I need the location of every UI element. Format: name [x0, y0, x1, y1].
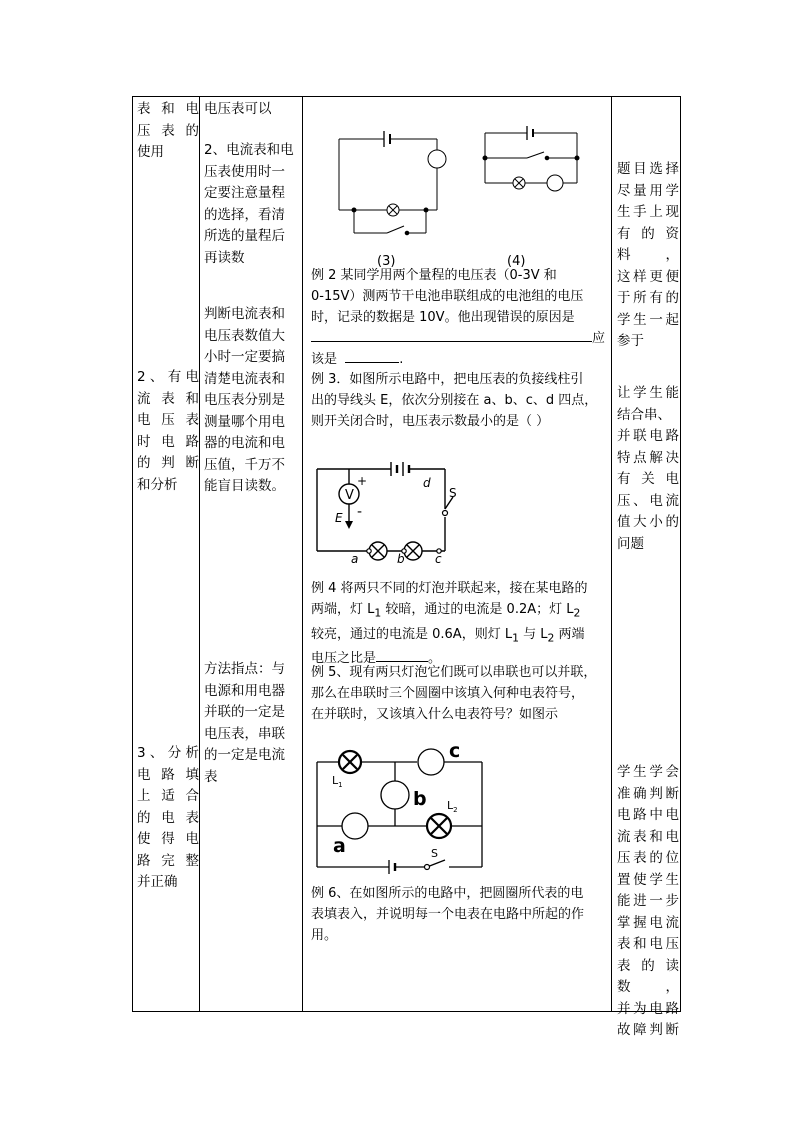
- text-fragment: 两端，灯 L: [311, 602, 375, 617]
- text-line: 生手上现: [617, 204, 679, 220]
- example-2: [311, 265, 613, 370]
- lamp-label-l2: $L_2$: [447, 799, 458, 814]
- text-fragment: 两端: [554, 626, 585, 642]
- text-line: 结合串、: [617, 406, 671, 423]
- text-line: 问题: [617, 535, 644, 552]
- key-point-cell-4: [204, 659, 299, 788]
- text-line: 让学生能: [617, 385, 679, 401]
- text-line: 特点解决: [617, 449, 679, 466]
- meter-label-a: a: [333, 835, 346, 857]
- wire-end-arrow: [345, 521, 353, 529]
- topic-cell-3: [137, 743, 199, 894]
- text-line: 有关电: [617, 471, 679, 487]
- text-line: 例 4 将两只不同的灯泡并联起来，接在某电路的: [311, 581, 588, 596]
- switch-symbol: [387, 226, 404, 233]
- text-line: 表和电: [137, 101, 199, 117]
- text-line: 参于: [617, 333, 644, 349]
- text-line: 能盲目读数。: [204, 478, 285, 494]
- example-6: [311, 883, 613, 946]
- subscript: 2: [573, 606, 581, 620]
- text-line: 并联电路: [617, 428, 679, 444]
- subscript: 1: [374, 606, 382, 620]
- figure-label-4: (4): [507, 254, 526, 269]
- text-line: 学生一起: [617, 311, 679, 328]
- minus-sign: -: [357, 504, 363, 520]
- example-3: [311, 369, 613, 432]
- voltmeter-label: V: [345, 488, 354, 503]
- key-point-cell-1: [204, 99, 299, 121]
- text-line: 使得电: [137, 831, 199, 847]
- point-label-b: b: [397, 552, 405, 566]
- text-line: 电压表: [137, 412, 199, 428]
- text-line: 所选的量程后: [204, 228, 285, 244]
- column-divider: [302, 97, 303, 1011]
- text-line: 测量哪个用电: [204, 413, 285, 430]
- text-line: 2、电流表和电: [204, 142, 294, 158]
- topic-cell-1: [137, 99, 199, 164]
- point-label-c: c: [435, 552, 442, 566]
- point-label-a: a: [351, 552, 359, 566]
- text-line: 表填表入，并说明每一个电表在电路中所起的作: [311, 907, 585, 922]
- text-line: 方法指点：与: [204, 661, 285, 677]
- text-line: 电源和用电器: [204, 682, 285, 699]
- note-cell-3: [617, 762, 679, 1042]
- topic-cell-2: [137, 367, 199, 496]
- text-line: 压、电流: [617, 492, 679, 509]
- circuit-figures-3-4: [329, 121, 619, 269]
- meter-circle-c: [418, 749, 444, 775]
- meter-label-c: c: [449, 740, 461, 762]
- switch-symbol: [527, 152, 544, 158]
- text-line: 例 3．如图所示电路中，把电压表的负接线柱引: [311, 372, 584, 387]
- text-line: 流表和: [137, 390, 199, 407]
- text-line: 定要注意量程: [204, 185, 285, 201]
- text-line: 清楚电流表和: [204, 370, 285, 387]
- text-line: 时电路: [137, 433, 199, 450]
- text-line: 用。: [311, 928, 338, 943]
- text-line: 0-15V）测两节干电池串联组成的电池组的电压: [311, 289, 584, 304]
- note-cell-1: [617, 159, 679, 353]
- subscript: 2: [547, 631, 555, 645]
- meter-circle-b: [381, 781, 409, 809]
- text-line: 使用: [137, 144, 164, 160]
- subscript: 1: [512, 631, 519, 645]
- point-label-d: d: [423, 476, 431, 490]
- example-5: [311, 662, 613, 725]
- meter-label-b: b: [413, 788, 427, 810]
- text-line: 流表和电: [617, 828, 679, 845]
- text-line: 那么在串联时三个圆圈中该填入何种电表符号，: [311, 686, 585, 701]
- text-line: 2、有电: [137, 369, 199, 385]
- text-line: 例 2 某同学用两个量程的电压表（0-3V 和: [311, 268, 557, 283]
- text-line: 故障判断: [617, 1022, 679, 1038]
- lesson-table: [132, 96, 681, 1038]
- text-line: 表的读数，: [617, 957, 679, 995]
- text-fragment: 该是: [311, 352, 338, 367]
- text-fragment: 。: [428, 651, 442, 667]
- text-fragment: 应: [592, 331, 606, 346]
- text-line: 3、分析: [137, 745, 199, 761]
- example-4: [311, 578, 613, 669]
- text-line: 的判断: [137, 455, 199, 471]
- text-line: 掌握电流: [617, 914, 679, 931]
- figure-label-3: (3): [377, 254, 396, 269]
- text-line: 的电表: [137, 809, 199, 826]
- text-line: [311, 599, 613, 624]
- text-line: 表和电压: [617, 936, 679, 952]
- text-line: [311, 328, 613, 349]
- answer-blank: [345, 350, 399, 363]
- text-line: 则开关闭合时，电压表示数最小的是（ ）: [311, 414, 550, 429]
- ammeter-symbol: [428, 150, 446, 168]
- text-line: 于所有的: [617, 290, 679, 306]
- text-line: 并联的一定是: [204, 704, 285, 720]
- text-line: 压表的位: [617, 850, 679, 866]
- text-fragment: 与 L: [518, 626, 548, 642]
- text-line: 能进一步: [617, 893, 679, 909]
- text-line: 学生学会: [617, 764, 679, 780]
- text-line: 路完整: [137, 852, 199, 869]
- text-line: 电路中电: [617, 807, 679, 823]
- text-line: 压值，千万不: [204, 456, 285, 473]
- switch-label-s: S: [431, 847, 438, 860]
- text-line: 电压表数值大: [204, 327, 285, 344]
- lamp-label-l1: $L_1$: [332, 774, 343, 789]
- text-fragment: 电压之比是: [311, 651, 377, 667]
- text-line: 的一定是电流: [204, 747, 285, 763]
- text-fragment: 较暗，通过的电流是 0.2A；灯 L: [381, 602, 574, 617]
- text-line: 例 5、现有两只灯泡它们既可以串联也可以并联，: [311, 665, 597, 680]
- text-line: 电压表分别是: [204, 392, 285, 408]
- text-line: 压表使用时一: [204, 163, 285, 180]
- text-line: 表: [204, 768, 218, 785]
- circuit-diagram-3: [339, 131, 446, 235]
- text-line: 时，记录的数据是 10V。他出现错误的原因是: [311, 310, 575, 325]
- text-line: 值大小的: [617, 514, 679, 530]
- switch-label-s: S: [449, 486, 457, 500]
- text-line: 并为电路: [617, 1000, 679, 1017]
- text-line: 尽量用学: [617, 182, 679, 199]
- answer-blank: [376, 649, 428, 662]
- wire-label-e: E: [335, 511, 343, 525]
- note-cell-2: [617, 383, 679, 555]
- text-line: 小时一定要搞: [204, 349, 285, 365]
- text-line: 例 6、在如图所示的电路中，把圆圈所代表的电: [311, 886, 584, 901]
- plus-sign: +: [357, 474, 368, 488]
- text-line: 上适合: [137, 788, 199, 804]
- text-line: 器的电流和电: [204, 435, 285, 451]
- text-line: 压表的: [137, 122, 199, 139]
- text-line: 该是 .: [311, 352, 404, 367]
- key-point-cell-3: [204, 304, 299, 498]
- circuit-diagram-example-5: [309, 737, 489, 877]
- text-line: 和分析: [137, 476, 178, 493]
- text-line: 再读数: [204, 249, 245, 266]
- circuit-diagram-example-3: [313, 459, 478, 564]
- text-line: 电压表可以: [204, 101, 272, 117]
- text-line: 准确判断: [617, 785, 679, 802]
- text-line: 电路填: [137, 766, 199, 783]
- text-line: 判断电流表和: [204, 306, 285, 322]
- text-line: [311, 624, 613, 649]
- text-line: 这样更便: [617, 268, 679, 285]
- text-line: 并正确: [137, 874, 178, 890]
- circuit-diagram-4: [483, 126, 579, 191]
- text-line: 有的资料，: [617, 225, 679, 263]
- ammeter-symbol: [547, 175, 563, 191]
- text-line: 的选择，看清: [204, 206, 285, 223]
- text-fragment: 较亮，通过的电流是 0.6A，则灯 L: [311, 626, 513, 642]
- text-line: 置使学生: [617, 871, 679, 888]
- text-line: 出的导线头 E，依次分别接在 a、b、c、d 四点，: [311, 393, 598, 408]
- meter-circle-a: [342, 813, 368, 839]
- answer-blank: [311, 329, 592, 342]
- text-line: 题目选择: [617, 161, 679, 177]
- text-line: 在并联时，又该填入什么电表符号？如图示: [311, 707, 559, 722]
- text-line: 电压表，串联: [204, 725, 285, 742]
- column-divider: [199, 97, 200, 1011]
- key-point-cell-2: [204, 140, 299, 269]
